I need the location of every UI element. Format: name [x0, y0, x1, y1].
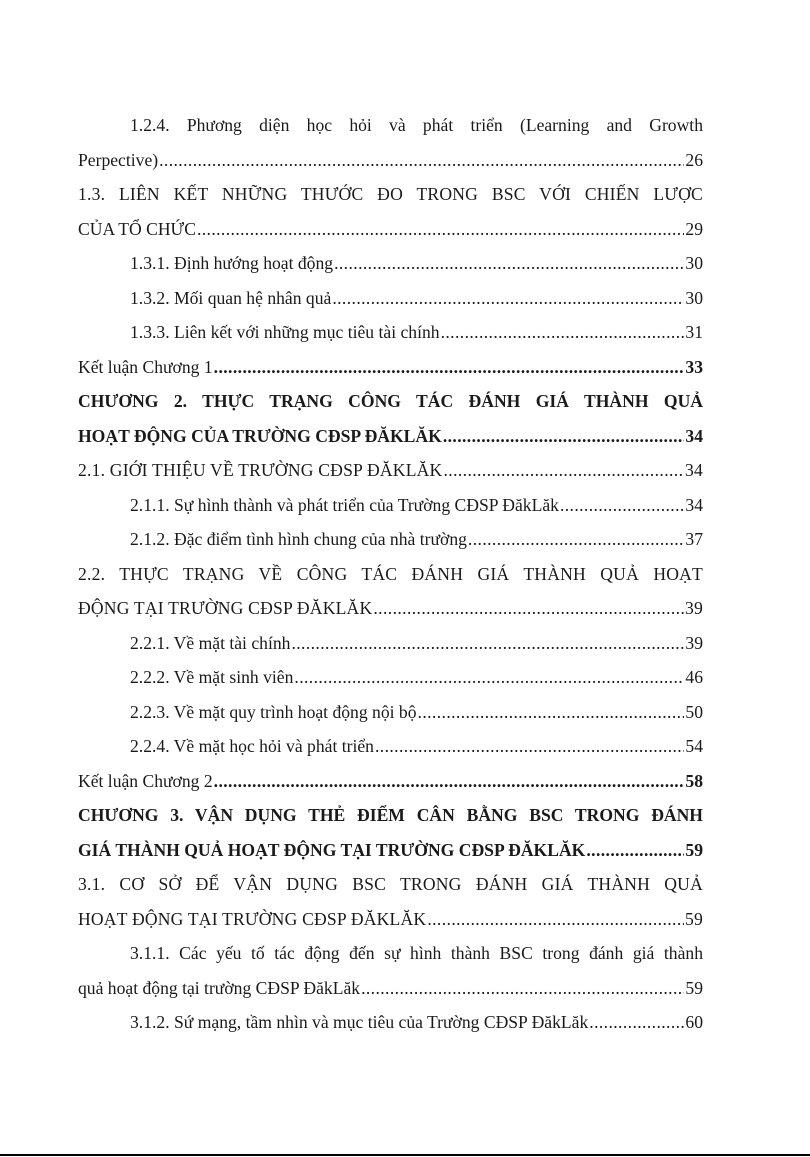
toc-entry-1-2-4-line2[interactable] [78, 143, 703, 178]
page-number: 30 [685, 287, 703, 308]
page-number: 33 [685, 356, 703, 377]
leader-dots [197, 212, 684, 247]
leader-dots [375, 729, 684, 764]
toc-entry-1-3-2[interactable] [78, 281, 703, 316]
toc-text: ĐỘNG TẠI TRƯỜNG CĐSP ĐĂKLĂK [78, 598, 373, 618]
leader-dots [418, 695, 685, 730]
page-number: 34 [685, 494, 703, 515]
leader-dots [468, 522, 684, 557]
page-number: 59 [685, 977, 703, 998]
page-number: 54 [685, 736, 703, 756]
toc-entry-3-1-1-line2[interactable] [78, 971, 703, 1006]
toc-text: 2.2.2. Về mặt sinh viên [130, 667, 294, 687]
toc-text: 1.3.1. Định hướng hoạt động [130, 253, 334, 273]
toc-entry-2-2-1[interactable] [78, 626, 703, 661]
toc-text: CỦA TỔ CHỨC [78, 218, 196, 239]
page-number: 50 [685, 701, 703, 722]
toc-text: 2.2.3. Về mặt quy trình hoạt động nội bộ [130, 701, 417, 722]
toc-entry-2-2-line2[interactable] [78, 591, 703, 626]
leader-dots [373, 591, 684, 626]
page-number: 31 [685, 322, 703, 342]
leader-dots [159, 143, 684, 178]
toc-text: 2.1.1. Sự hình thành và phát triển của Trường CĐSP ĐăkLăk [130, 494, 559, 515]
toc-text: Kết luận Chương 2 [78, 770, 213, 791]
toc-text: quả hoạt động tại trường CĐSP ĐăkLăk [78, 977, 361, 998]
toc-entry-3-1-line2[interactable] [78, 902, 703, 937]
leader-dots [294, 660, 684, 695]
page-bottom-rule [0, 1154, 810, 1156]
toc-entry-2-2-3[interactable] [78, 695, 703, 730]
leader-dots [589, 1005, 684, 1040]
toc-entry-chuong-3-line2[interactable] [78, 833, 703, 868]
leader-dots [560, 488, 684, 523]
page-number: 29 [685, 218, 703, 239]
leader-dots [586, 833, 684, 868]
leader-dots [334, 246, 684, 281]
page-number: 39 [685, 632, 703, 653]
leader-dots [214, 350, 685, 385]
toc-entry-ket-luan-2[interactable] [78, 764, 703, 799]
toc-entry-1-3-1[interactable] [78, 246, 703, 281]
leader-dots [443, 453, 684, 488]
page-number: 58 [685, 770, 703, 791]
leader-dots [214, 764, 685, 799]
toc-text: 1.3.2. Mối quan hệ nhân quả [130, 287, 332, 308]
leader-dots [361, 971, 684, 1006]
page-number: 37 [685, 529, 703, 549]
toc-text: GIÁ THÀNH QUẢ HOẠT ĐỘNG TẠI TRƯỜNG CĐSP ĐĂKLĂK [78, 839, 586, 860]
toc-entry-2-2-2[interactable] [78, 660, 703, 695]
page-number: 59 [685, 908, 703, 929]
toc-entry-3-1-2[interactable] [78, 1005, 703, 1040]
leader-dots [332, 281, 684, 316]
toc-text: 2.1.2. Đặc điểm tình hình chung của nhà trường [130, 529, 467, 549]
toc-entry-1-3-3[interactable] [78, 315, 703, 350]
toc-entry-3-1-1-line1: 3.1.1. Các yếu tố tác động đến sự hình thành BSC trong đánh giá thành [130, 943, 703, 963]
toc-entry-chuong-2-line1: CHƯƠNG 2. THỰC TRẠNG CÔNG TÁC ĐÁNH GIÁ THÀNH QUẢ [78, 391, 703, 411]
toc-entry-chuong-3-line1: CHƯƠNG 3. VẬN DỤNG THẺ ĐIỂM CÂN BẰNG BSC TRONG ĐÁNH [78, 805, 703, 825]
toc-entry-chuong-2-line2[interactable] [78, 419, 703, 454]
toc-text: 3.1.2. Sứ mạng, tầm nhìn và mục tiêu của Trường CĐSP ĐăkLăk [130, 1012, 589, 1032]
leader-dots [443, 419, 685, 454]
toc-text: Perpective) [78, 149, 159, 170]
toc-entry-1-3-line1: 1.3. LIÊN KẾT NHỮNG THƯỚC ĐO TRONG BSC VỚI CHIẾN LƯỢC [78, 184, 703, 204]
toc-entry-2-1-1[interactable] [78, 488, 703, 523]
toc-text: HOẠT ĐỘNG TẠI TRƯỜNG CĐSP ĐĂKLĂK [78, 908, 427, 929]
toc-text: HOẠT ĐỘNG CỦA TRƯỜNG CĐSP ĐĂKLĂK [78, 425, 442, 446]
toc-entry-ket-luan-1[interactable] [78, 350, 703, 385]
toc-text: 1.3.3. Liên kết với những mục tiêu tài chính [130, 322, 440, 342]
leader-dots [441, 315, 685, 350]
page-number: 60 [685, 1012, 703, 1032]
page-number: 34 [685, 460, 703, 480]
page-number: 30 [685, 253, 703, 273]
toc-entry-1-3-line2[interactable] [78, 212, 703, 247]
page-number: 34 [685, 425, 703, 446]
toc-entry-1-2-4-line1: 1.2.4. Phương diện học hỏi và phát triển (Learning and Growth [130, 115, 703, 135]
toc-entry-2-2-4[interactable] [78, 729, 703, 764]
toc-entry-2-1-2[interactable] [78, 522, 703, 557]
table-of-contents [78, 108, 703, 1040]
page-number: 26 [685, 149, 703, 170]
toc-text: 2.2.1. Về mặt tài chính [130, 632, 291, 653]
toc-text: 2.2.4. Về mặt học hỏi và phát triển [130, 736, 374, 756]
toc-entry-3-1-line1: 3.1. CƠ SỞ ĐỂ VẬN DỤNG BSC TRONG ĐÁNH GIÁ THÀNH QUẢ [78, 874, 703, 894]
page-number: 46 [685, 667, 703, 687]
page-number: 59 [685, 839, 703, 860]
toc-text: 2.1. GIỚI THIỆU VỀ TRƯỜNG CĐSP ĐĂKLĂK [78, 460, 443, 480]
toc-entry-2-2-line1: 2.2. THỰC TRẠNG VỀ CÔNG TÁC ĐÁNH GIÁ THÀNH QUẢ HOẠT [78, 563, 703, 584]
leader-dots [427, 902, 684, 937]
leader-dots [291, 626, 684, 661]
toc-entry-2-1[interactable] [78, 453, 703, 488]
page-number: 39 [685, 598, 703, 618]
toc-text: Kết luận Chương 1 [78, 356, 213, 377]
